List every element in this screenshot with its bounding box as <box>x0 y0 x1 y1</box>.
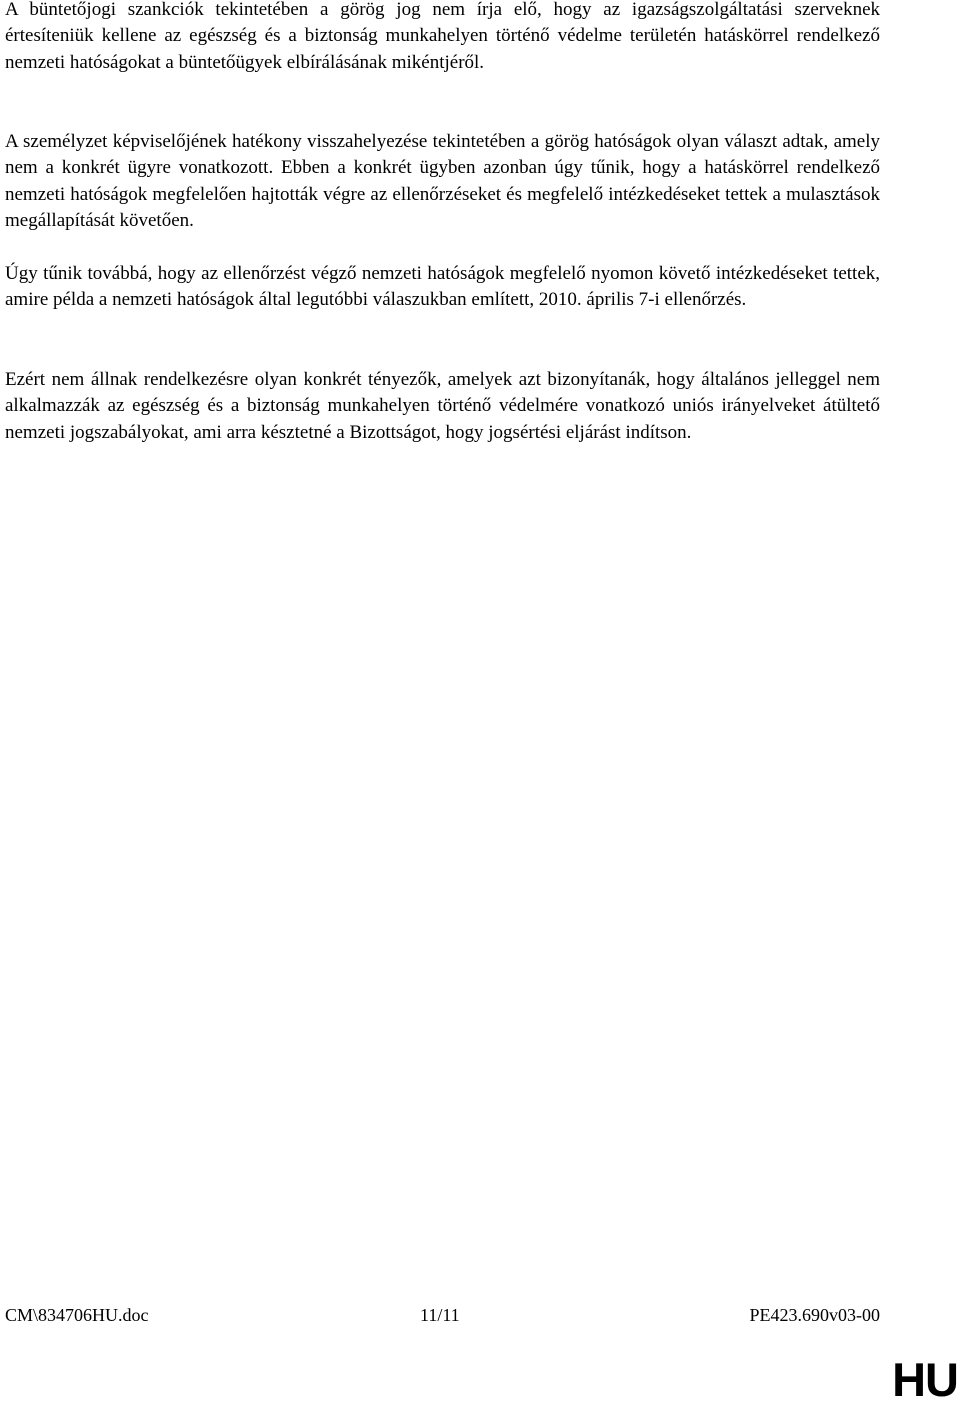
paragraph-3: Úgy tűnik továbbá, hogy az ellenőrzést végző nemzeti hatóságok megfelelő nyomon követő intézkedéseket tettek, amire példa a nemzeti hatóságok által legutóbbi válaszukban említett, 2010. április 7-i ellenőrzés. <box>5 263 880 311</box>
footer-page-number: 11/11 <box>420 1305 460 1325</box>
page-footer <box>5 1305 880 1331</box>
footer-file-name: CM\834706HU.doc <box>5 1305 149 1325</box>
language-code-badge: HU <box>892 1353 958 1406</box>
paragraph-2: A személyzet képviselőjének hatékony visszahelyezése tekintetében a görög hatóságok olyan választ adtak, amely nem a konkrét ügyre vonatkozott. Ebben a konkrét ügyben azonban úgy tűnik, hogy a hatáskörrel rendelkező nemzeti hatóságok megfelelően hajtották végre az ellenőrzéseket és megfelelő intézkedéseket tettek a mulasztások megállapítását követően. <box>5 131 880 232</box>
paragraph-4: Ezért nem állnak rendelkezésre olyan konkrét tényezők, amelyek azt bizonyítanák, hogy általános jelleggel nem alkalmazzák az egészség és a biztonság munkahelyen történő védelmére vonatkozó uniós irányelveket átültető nemzeti jogszabályokat, ami arra késztetné a Bizottságot, hogy jogsértési eljárást indítson. <box>5 369 880 443</box>
paragraph-1: A büntetőjogi szankciók tekintetében a görög jog nem írja elő, hogy az igazságszolgáltatási szerveknek értesíteniük kellene az egészség és a biztonság munkahelyen történő védelme területén hatáskörrel rendelkező nemzeti hatóságokat a büntetőügyek elbírálásának mikéntjéről. <box>5 0 880 73</box>
footer-reference: PE423.690v03-00 <box>749 1305 880 1325</box>
